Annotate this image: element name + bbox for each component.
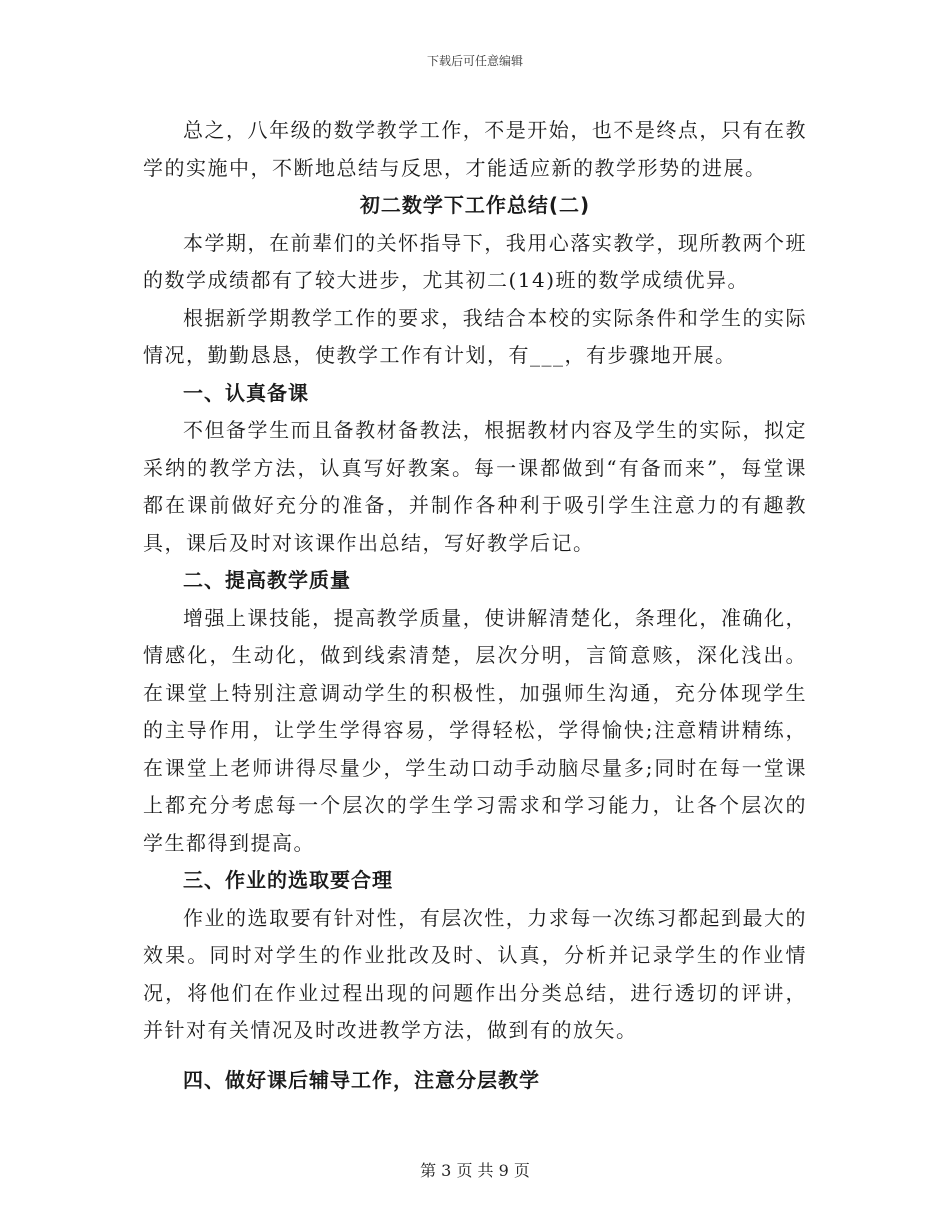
section-1-body: 不但备学生而且备教材备教法，根据教材内容及学生的实际，拟定采纳的教学方法，认真写好教案。每一课都做到“有备而来”，每堂课都在课前做好充分的准备，并制作各种利于吸引学生注意力的有趣教具，课后及时对该课作出总结，写好教学后记。 (143, 418, 807, 555)
page-number: 第 3 页 共 9 页 (420, 1161, 530, 1180)
header-note: 下载后可任意编辑 (426, 54, 523, 68)
paragraph-2: 根据新学期教学工作的要求，我结合本校的实际条件和学生的实际情况，勤勤恳恳，使教学工作有计划，有___，有步骤地开展。 (143, 305, 807, 367)
section-2-heading: 二、提高教学质量 (183, 568, 351, 592)
document-body (143, 112, 807, 1099)
section-2-body: 增强上课技能，提高教学质量，使讲解清楚化，条理化，准确化，情感化，生动化，做到线索清楚，层次分明，言简意赅，深化浅出。在课堂上特别注意调动学生的积极性，加强师生沟通，充分体现学生的主导作用，让学生学得容易，学得轻松，学得愉快;注意精讲精练，在课堂上老师讲得尽量少，学生动口动手动脑尽量多;同时在每一堂课上都充分考虑每一个层次的学生学习需求和学习能力，让各个层次的学生都得到提高。 (143, 605, 807, 855)
section-1-heading: 一、认真备课 (183, 380, 309, 405)
intro-paragraph: 总之，八年级的数学教学工作，不是开始，也不是终点，只有在教学的实施中，不断地总结与反思，才能适应新的教学形势的进展。 (143, 118, 807, 180)
section-3-body: 作业的选取要有针对性，有层次性，力求每一次练习都起到最大的效果。同时对学生的作业批改及时、认真，分析并记录学生的作业情况，将他们在作业过程出现的问题作出分类总结，进行透切的评讲，并针对有关情况及时改进教学方法，做到有的放矢。 (143, 905, 807, 1042)
section-4-heading: 四、做好课后辅导工作，注意分层教学 (183, 1067, 540, 1092)
document-title: 初二数学下工作总结(二) (359, 193, 591, 217)
section-3-heading: 三、作业的选取要合理 (183, 868, 393, 892)
paragraph-1: 本学期，在前辈们的关怀指导下，我用心落实教学，现所教两个班的数学成绩都有了较大进步，尤其初二(14)班的数学成绩优异。 (143, 230, 807, 292)
